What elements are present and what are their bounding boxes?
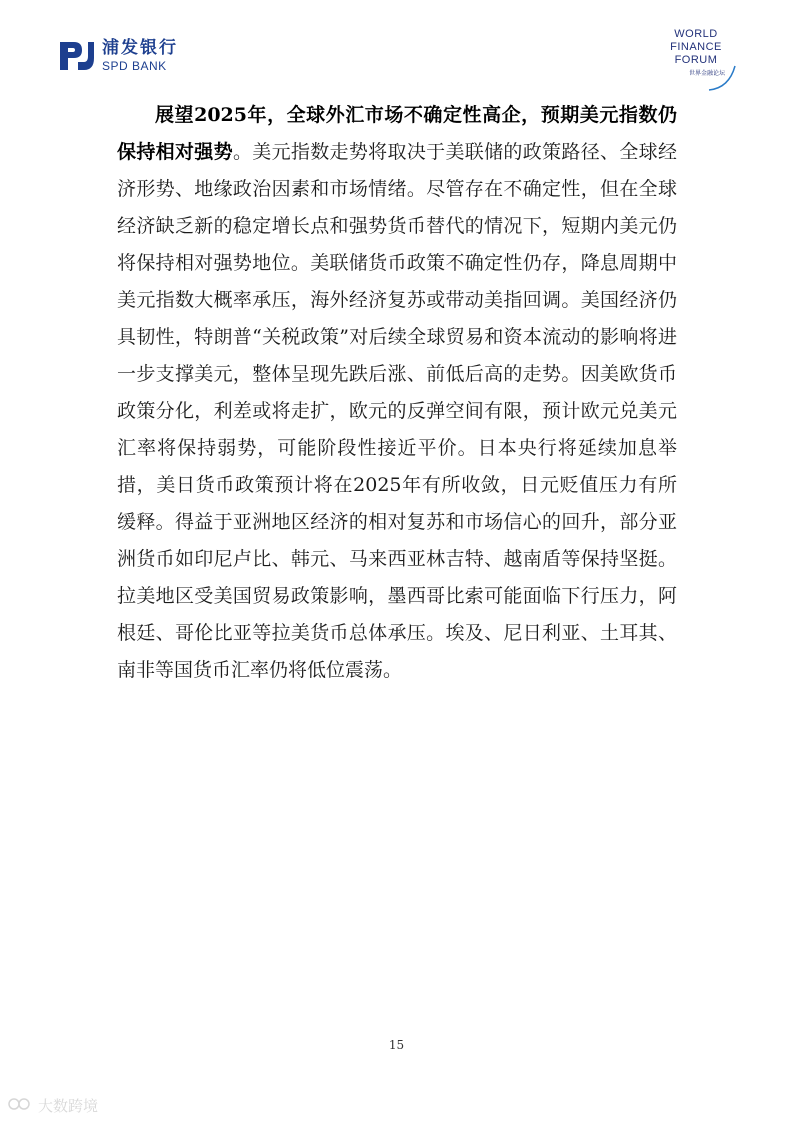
paragraph-lead-bold: 展望2025年，全球外汇市场不确定性高企，预期美元指数仍保持相对强势 bbox=[117, 104, 677, 163]
main-paragraph bbox=[117, 97, 677, 689]
page-number: 15 bbox=[388, 1038, 405, 1052]
watermark-logo-icon bbox=[8, 1096, 34, 1116]
watermark bbox=[8, 1095, 98, 1116]
world-finance-forum-logo bbox=[657, 28, 735, 92]
forum-line-3: FORUM bbox=[674, 54, 718, 66]
watermark-text: 大数跨境 bbox=[38, 1097, 99, 1115]
forum-line-2: FINANCE bbox=[670, 41, 722, 53]
forum-name-cn: 世界金融论坛 bbox=[688, 70, 725, 77]
paragraph-text: 。美元指数走势将取决于美联储的政策路径、全球经济形势、地缘政治因素和市场情绪。尽管存在不确定性，但在全球经济缺乏新的稳定增长点和强势货币替代的情况下，短期内美元仍将保持相对强势地位。美联储货币政策不确定性仍存，降息周期中美元指数大概率承压，海外经济复苏或带动美指回调。美国经济仍具韧性，特朗普“关税政策”对后续全球贸易和资本流动的影响将进一步支撑美元，整体呈现先跌后涨、前低后高的走势。因美欧货币政策分化，利差或将走扩，欧元的反弹空间有限，预计欧元兑美元汇率将保持弱势，可能阶段性接近平价。日本央行将延续加息举措，美日货币政策预计将在2025年有所收敛，日元贬值压力有所缓释。得益于亚洲地区经济的相对复苏和市场信心的回升，部分亚洲货币如印尼卢比、韩元、马来西亚林吉特、越南盾等保持坚挺。拉美地区受美国贸易政策影响，墨西哥比索可能面临下行压力，阿根廷、哥伦比亚等拉美货币总体承压。埃及、尼日利亚、土耳其、南非等国货币汇率仍将低位震荡。 bbox=[117, 141, 677, 681]
bank-name-en: SPD BANK bbox=[102, 59, 167, 73]
forum-line-1: WORLD bbox=[674, 28, 718, 40]
spd-bank-logo-icon bbox=[56, 38, 96, 74]
spd-bank-logo bbox=[56, 38, 178, 74]
wff-arc-icon bbox=[707, 64, 737, 94]
bank-name-cn: 浦发银行 bbox=[102, 38, 178, 58]
